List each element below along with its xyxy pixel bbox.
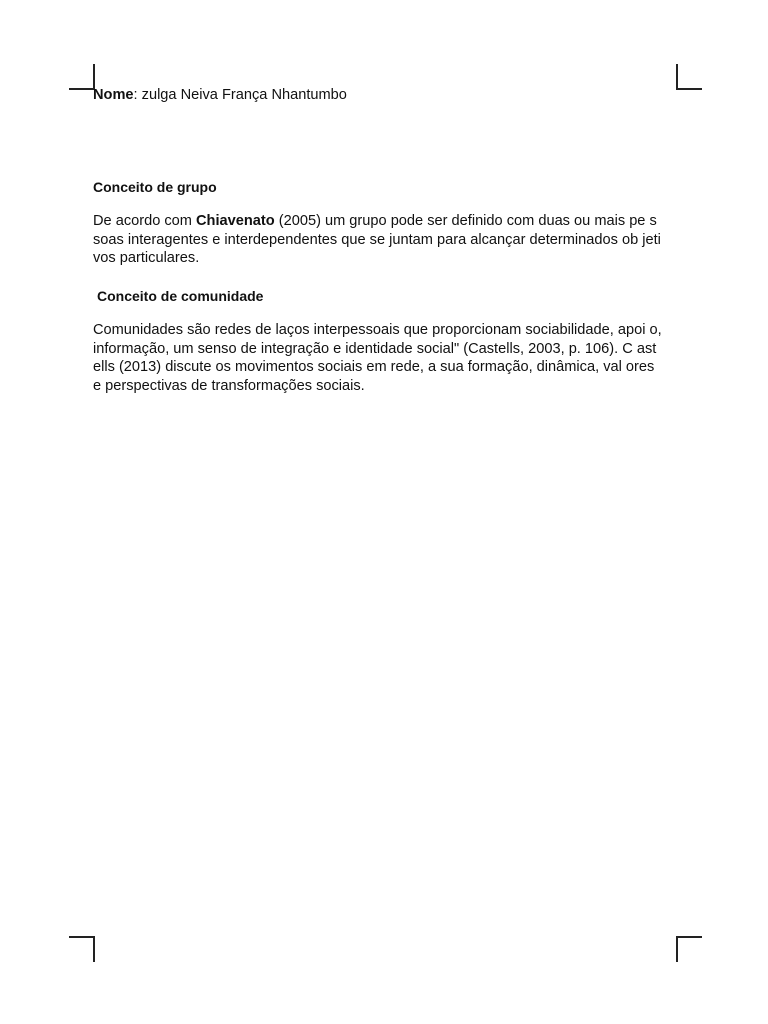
crop-mark-bottom-right xyxy=(676,936,702,962)
crop-mark-top-right xyxy=(676,64,702,90)
paragraph-grupo-intro: De acordo com xyxy=(93,213,197,229)
name-value: : zulga Neiva França Nhantumbo xyxy=(133,87,347,103)
name-line xyxy=(93,86,663,105)
section-heading-grupo: Conceito de grupo xyxy=(93,178,217,195)
name-label: Nome xyxy=(93,87,134,103)
crop-mark-top-left xyxy=(69,64,95,90)
document-body xyxy=(93,86,663,395)
crop-mark-bottom-left xyxy=(69,936,95,962)
paragraph-comunidade: Comunidades são redes de laços interpessoais que proporcionam sociabilidade, apoi o, informação, um senso de integração e identidade social" (Castells, 2003, p. 106). C astells (2013) discute os movimentos sociais em rede, a sua formação, dinâmica, val ores e perspectivas de transformações sociais. xyxy=(93,322,662,394)
section-heading-comunidade: Conceito de comunidade xyxy=(97,287,264,304)
paragraph-grupo-rest: (2005) um grupo pode ser definido com duas ou mais pe ssoas interagentes e interdependentes que se juntam para alcançar determinados ob jetivos particulares. xyxy=(93,213,661,266)
paragraph-grupo xyxy=(93,212,663,268)
author-name: Chiavenato xyxy=(196,213,275,229)
